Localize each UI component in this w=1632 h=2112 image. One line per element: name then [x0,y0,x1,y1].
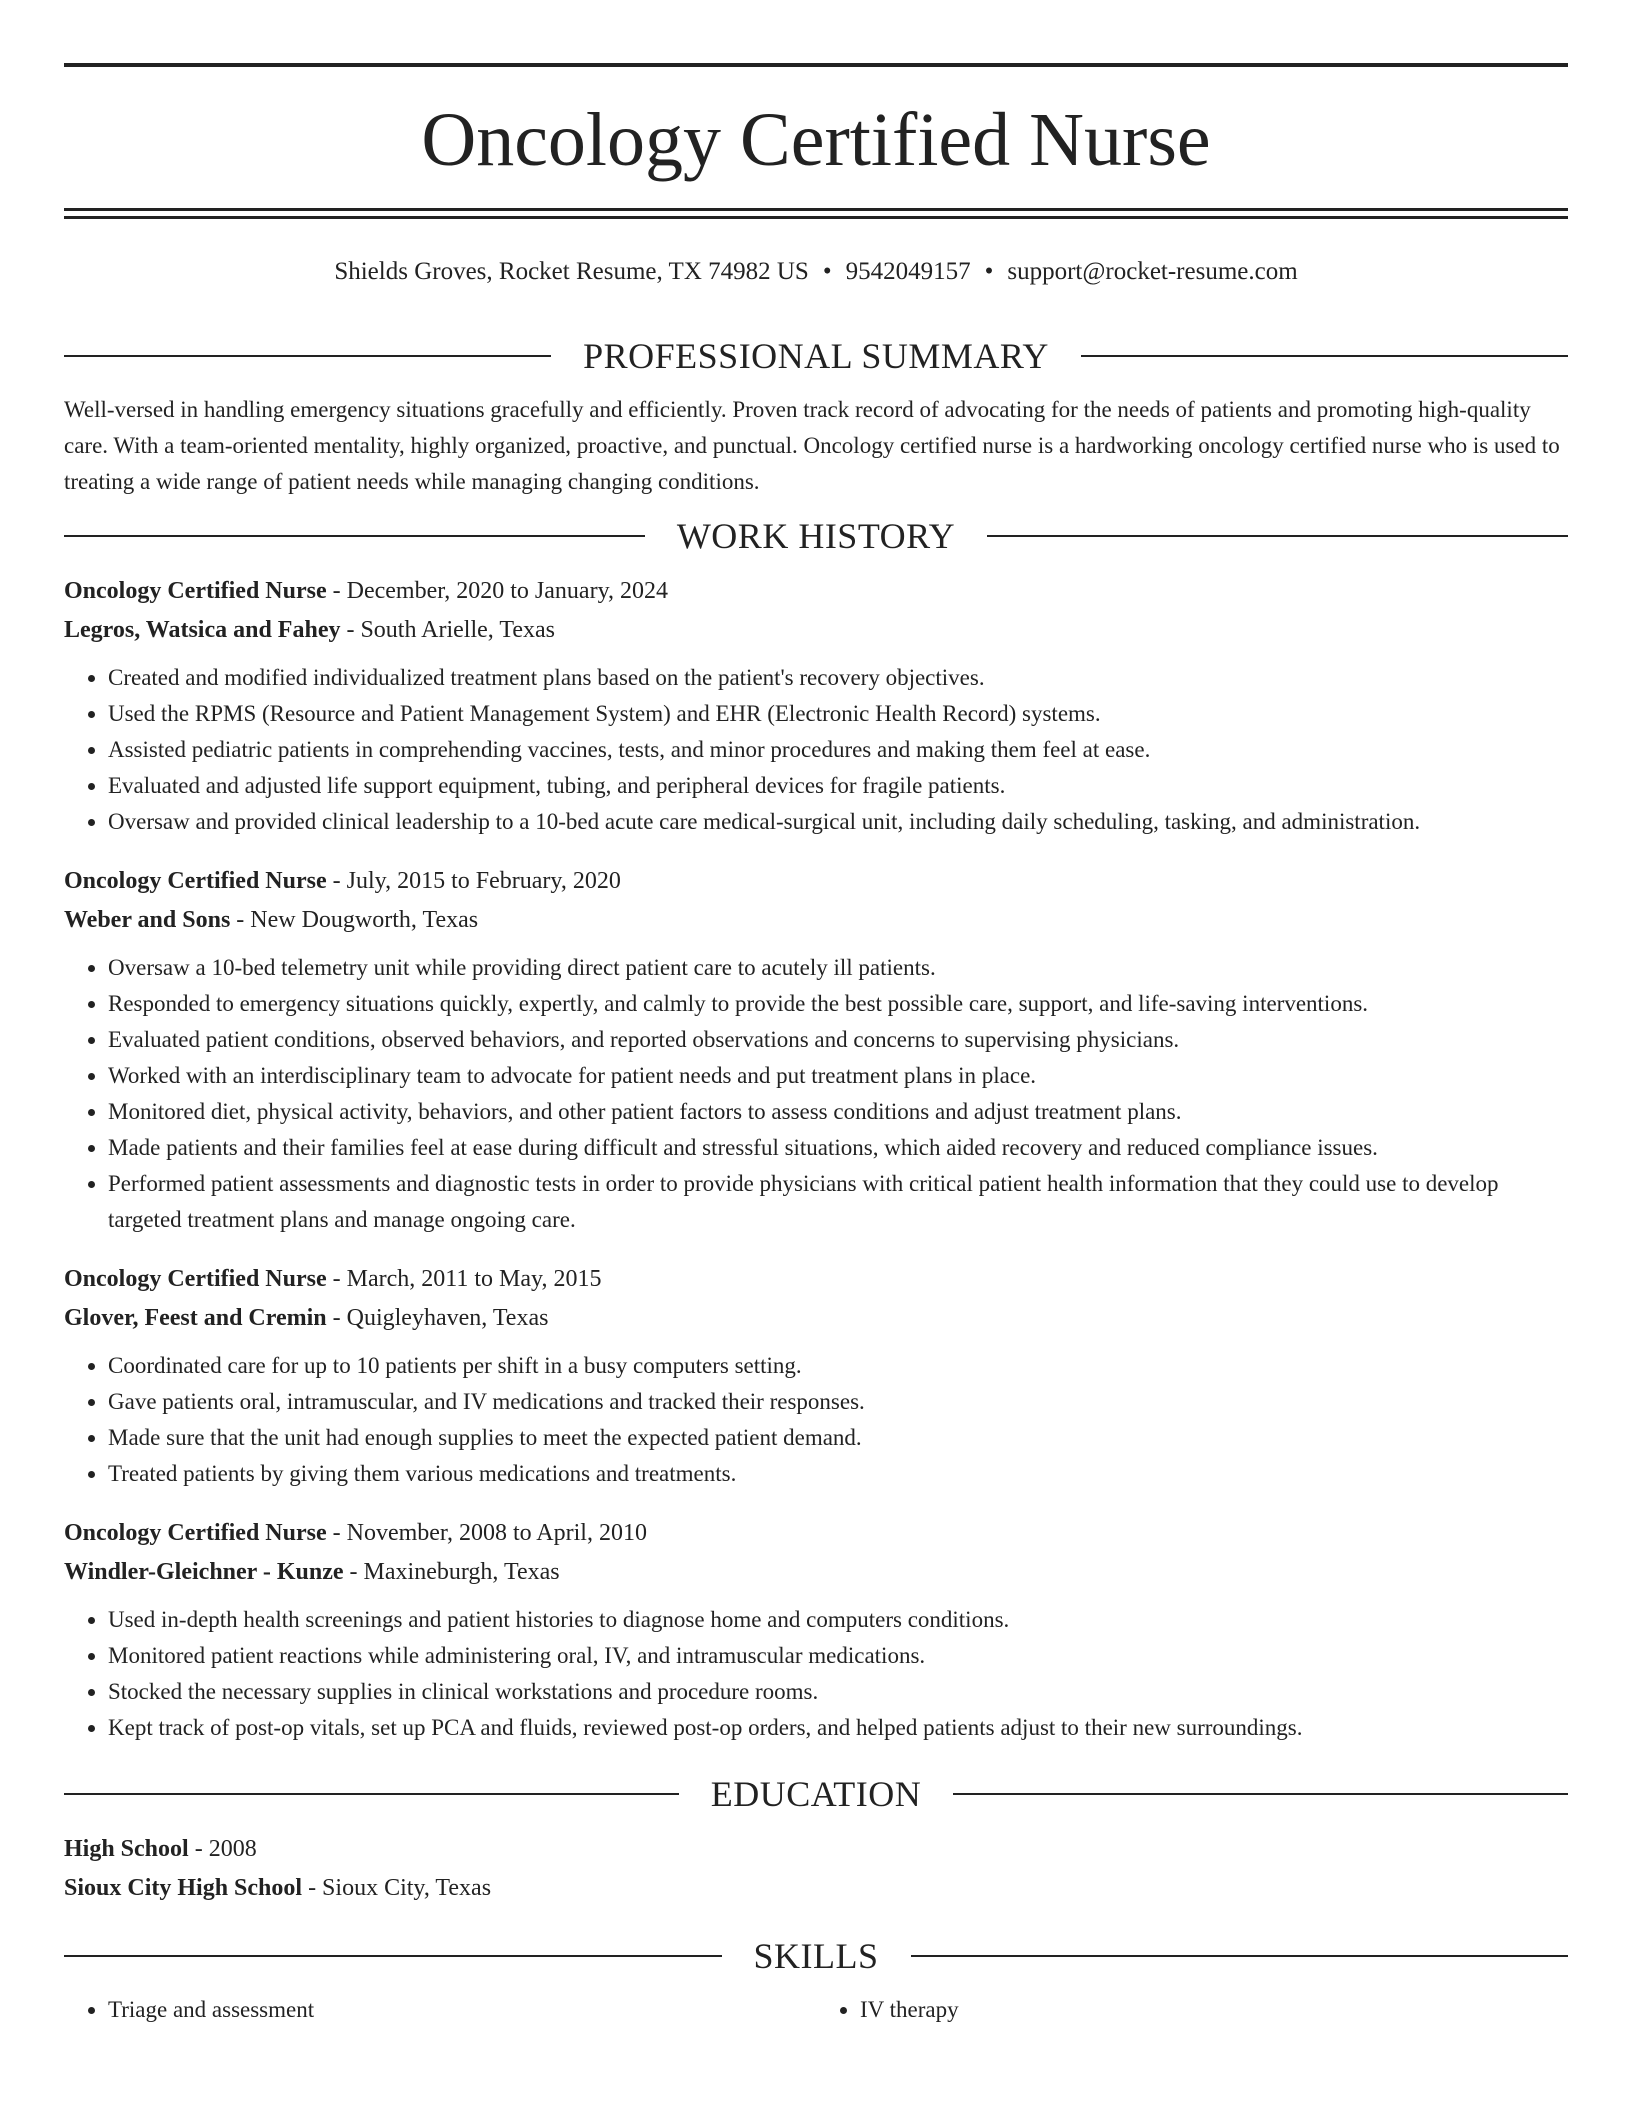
job-location: - Maxineburgh, Texas [343,1559,560,1585]
job-company: Legros, Watsica and Fahey [64,617,341,643]
job-title: Oncology Certified Nurse [64,578,327,604]
job-entry [64,1260,1568,1492]
job-bullet: • Evaluated and adjusted life support equipment, tubing, and peripheral devices for fragile patients. [108,768,1568,804]
job-dates: - July, 2015 to February, 2020 [326,868,621,894]
education-school-line [64,1869,1568,1908]
job-title: Oncology Certified Nurse [64,868,327,894]
job-entry [64,1514,1568,1746]
section-title: SKILLS [753,1936,879,1976]
section-heading-work [64,510,1568,562]
job-company: Windler-Gleichner - Kunze [64,1559,344,1585]
job-company: Weber and Sons [64,907,231,933]
heading-rule [64,355,551,357]
contact-phone: 9542049157 [845,258,971,285]
resume-content [64,330,1568,2028]
job-title-line [64,572,1568,611]
job-bullet: • Responded to emergency situations quickly, expertly, and calmly to provide the best possible care, support, and life-saving interventions. [108,986,1568,1022]
job-bullet: • Created and modified individualized treatment plans based on the patient's recovery objectives. [108,660,1568,696]
job-bullet: • Performed patient assessments and diagnostic tests in order to provide physicians with critical patient health information that they could use to develop targeted treatment plans and manage ongoing care. [108,1166,1568,1238]
job-bullet: • Treated patients by giving them various medications and treatments. [108,1456,1568,1492]
job-dates: - March, 2011 to May, 2015 [326,1266,602,1292]
skill-item: • Triage and assessment [108,1992,816,2028]
section-title: EDUCATION [710,1774,922,1814]
education-entry [64,1830,1568,1908]
job-bullet: • Oversaw and provided clinical leadership to a 10-bed acute care medical-surgical unit, including daily scheduling, tasking, and administration. [108,804,1568,840]
heading-rule [64,535,645,537]
job-company-line [64,901,1568,940]
skills-column-right [816,1992,1568,2028]
contact-line [64,254,1568,290]
job-bullet: • Oversaw a 10-bed telemetry unit while providing direct patient care to acutely ill patients. [108,950,1568,986]
skills-column-left [64,1992,816,2028]
contact-separator: • [984,258,994,285]
job-location: - New Dougworth, Texas [230,907,479,933]
job-bullets [64,950,1568,1238]
job-bullet: • Used in-depth health screenings and patient histories to diagnose home and computers conditions. [108,1602,1568,1638]
section-heading-skills [64,1930,1568,1982]
heading-rule [953,1793,1568,1795]
job-bullets [64,1602,1568,1746]
job-bullet: • Kept track of post-op vitals, set up PCA and fluids, reviewed post-op orders, and helped patients adjust to their new surroundings. [108,1710,1568,1746]
job-title-line [64,862,1568,901]
education-location: - Sioux City, Texas [302,1875,492,1901]
job-location: - South Arielle, Texas [340,617,555,643]
job-title-line [64,1260,1568,1299]
job-title: Oncology Certified Nurse [64,1266,327,1292]
skill-item: • IV therapy [860,1992,1568,2028]
candidate-name: Oncology Certified Nurse [421,98,1211,182]
top-rule [64,63,1568,67]
heading-rule [987,535,1568,537]
job-title: Oncology Certified Nurse [64,1520,327,1546]
job-company-line [64,611,1568,650]
section-heading-summary [64,330,1568,382]
double-rule-upper [64,208,1568,211]
section-title: PROFESSIONAL SUMMARY [583,336,1049,376]
section-title: WORK HISTORY [676,516,956,556]
contact-separator: • [822,258,832,285]
summary-text: Well-versed in handling emergency situations gracefully and efficiently. Proven track record of advocating for the needs of patients and promoting high-quality care. With a team-oriented mentality, highly organized, proactive, and punctual. Oncology certified nurse is a hardworking oncology certified nurse who is used to treating a wide range of patient needs while managing changing conditions. [64,397,1560,494]
job-company: Glover, Feest and Cremin [64,1305,327,1331]
job-bullet: • Made sure that the unit had enough supplies to meet the expected patient demand. [108,1420,1568,1456]
job-bullet: • Monitored diet, physical activity, behaviors, and other patient factors to assess conditions and adjust treatment plans. [108,1094,1568,1130]
education-school: Sioux City High School [64,1875,303,1901]
contact-address: Shields Groves, Rocket Resume, TX 74982 US [334,258,809,285]
job-company-line [64,1553,1568,1592]
job-company-line [64,1299,1568,1338]
job-bullet: • Worked with an interdisciplinary team to advocate for patient needs and put treatment plans in place. [108,1058,1568,1094]
job-bullets [64,660,1568,840]
job-bullet: • Made patients and their families feel at ease during difficult and stressful situations, which aided recovery and reduced compliance issues. [108,1130,1568,1166]
job-bullet: • Monitored patient reactions while administering oral, IV, and intramuscular medications. [108,1638,1568,1674]
job-dates: - December, 2020 to January, 2024 [326,578,669,604]
job-location: - Quigleyhaven, Texas [326,1305,549,1331]
job-bullet: • Stocked the necessary supplies in clinical workstations and procedure rooms. [108,1674,1568,1710]
job-bullet: • Used the RPMS (Resource and Patient Management System) and EHR (Electronic Health Record) systems. [108,696,1568,732]
job-title-line [64,1514,1568,1553]
job-bullet: • Coordinated care for up to 10 patients per shift in a busy computers setting. [108,1348,1568,1384]
heading-rule [64,1955,722,1957]
heading-rule [1081,355,1568,357]
job-entry [64,862,1568,1238]
heading-rule [64,1793,679,1795]
job-dates: - November, 2008 to April, 2010 [326,1520,647,1546]
job-entry [64,572,1568,840]
heading-rule [911,1955,1569,1957]
education-degree-line [64,1830,1568,1869]
education-degree: High School [64,1836,189,1862]
job-bullets [64,1348,1568,1492]
job-bullet: • Assisted pediatric patients in comprehending vaccines, tests, and minor procedures and making them feel at ease. [108,732,1568,768]
job-bullet: • Evaluated patient conditions, observed behaviors, and reported observations and concerns to supervising physicians. [108,1022,1568,1058]
contact-email: support@rocket-resume.com [1007,258,1298,285]
double-rule-lower [64,216,1568,219]
education-year: - 2008 [188,1836,257,1862]
section-heading-education [64,1768,1568,1820]
skills-list [64,1992,1568,2028]
job-bullet: • Gave patients oral, intramuscular, and IV medications and tracked their responses. [108,1384,1568,1420]
